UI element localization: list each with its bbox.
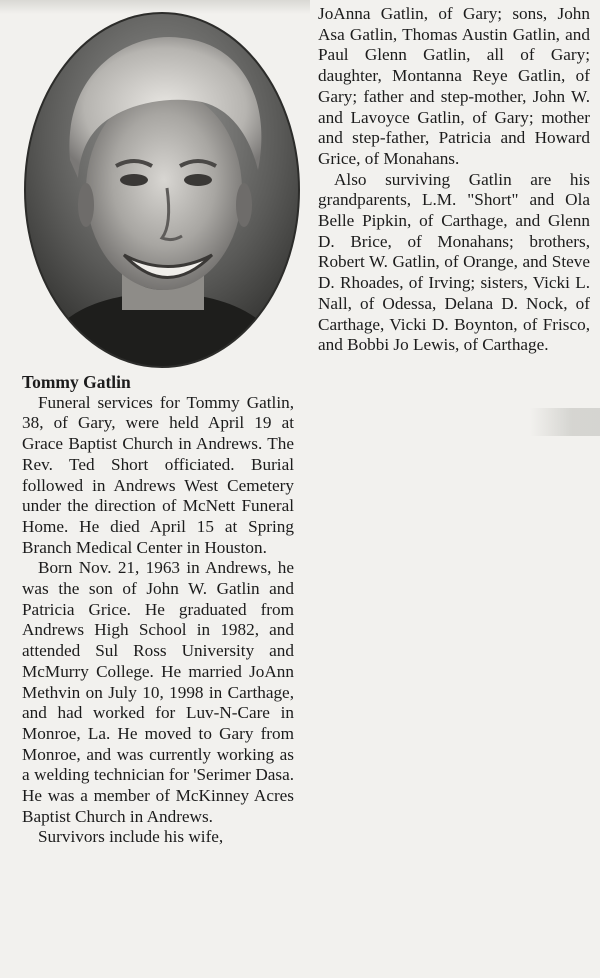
paragraph-survivors-continued: JoAnna Gatlin, of Gary; sons, John Asa Gatlin, Thomas Austin Gatlin, and Paul Glenn Gatlin, all of Gary; daughter, Montanna Reye Gatlin, of Gary; father and step-mother, John W. and Lavoyce Gatlin, of Gary; mother and step-father, Patricia and Howard Grice, of Monahans. <box>318 4 590 168</box>
right-column <box>318 4 590 356</box>
left-column <box>22 372 294 848</box>
paragraph-biography: Born Nov. 21, 1963 in Andrews, he was the son of John W. Gatlin and Patricia Grice. He graduated from Andrews High School in 1982, and attended Sul Ross University and McMurry College. He married JoAnn Methvin on July 10, 1998 in Carthage, and had worked for Luv-N-Care in Monroe, La. He moved to Gary from Monroe, and was currently working as a welding technician for 'Serimer Dasa. He was a member of McKinney Acres Baptist Church in Andrews. <box>22 558 294 826</box>
newsprint-smudge <box>530 408 600 436</box>
paragraph-funeral-services: Funeral services for Tommy Gatlin, 38, of Gary, were held April 19 at Grace Baptist Church in Andrews. The Rev. Ted Short officiated. Burial followed in Andrews West Cemetery under the direction of McNett Funeral Home. He died April 15 at Spring Branch Medical Center in Houston. <box>22 392 294 557</box>
obituary-name: Tommy Gatlin <box>22 372 131 392</box>
portrait-photo <box>22 10 302 370</box>
paragraph-grandparents-siblings: Also surviving Gatlin are his grandparents, L.M. "Short" and Ola Belle Pipkin, of Carthage, and Glenn D. Brice, of Monahans; brothers, Robert W. Gatlin, of Orange, and Steve D. Rhoades, of Irving; sisters, Vicki L. Nall, of Odessa, Delana D. Nock, of Carthage, Vicki D. Boynton, of Frisco, and Bobbi Jo Lewis, of Carthage. <box>318 169 590 355</box>
paragraph-survivors-start: Survivors include his wife, <box>38 827 224 847</box>
